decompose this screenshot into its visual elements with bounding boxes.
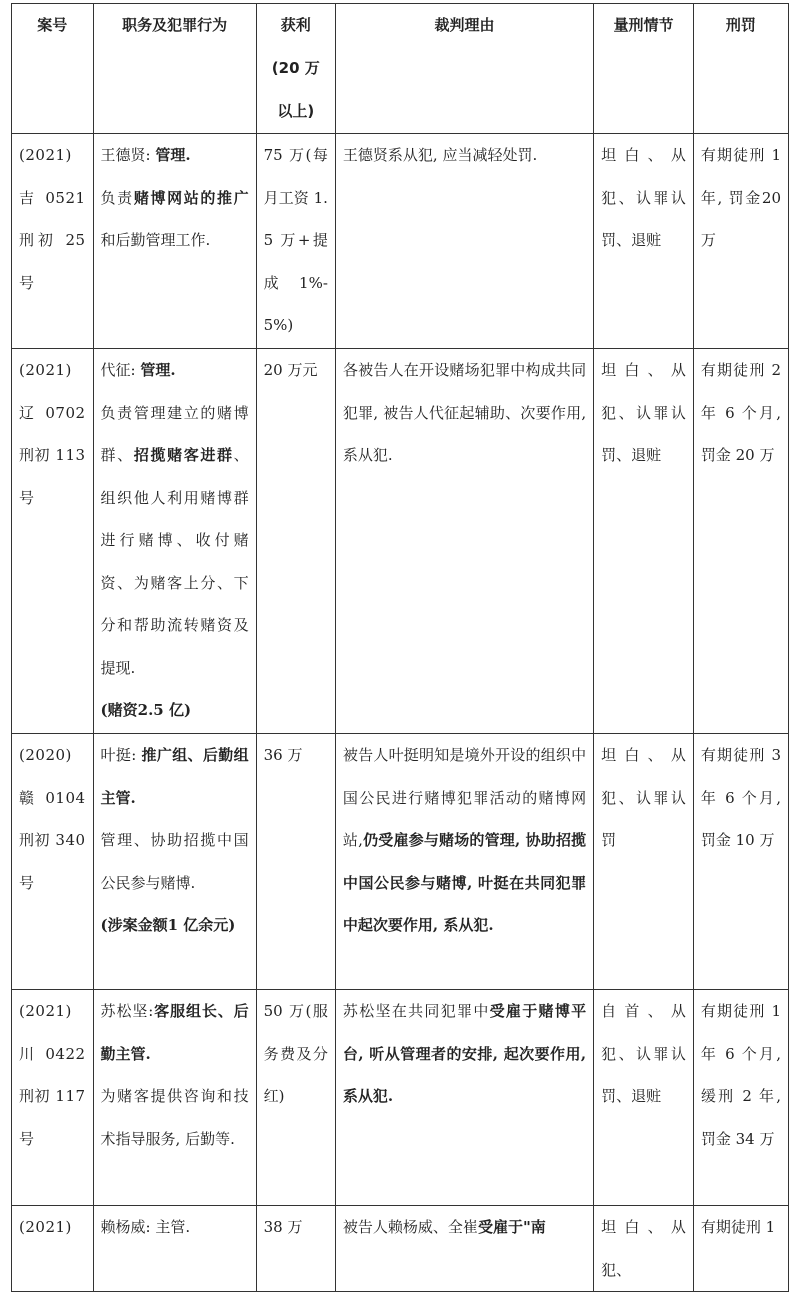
circumstances-cell: 坦白、从犯、 (594, 1206, 694, 1292)
header-reason: 裁判理由 (335, 4, 593, 134)
role-desc-prefix: 为赌客提供咨询和技术指导服务, 后勤等. (100, 1087, 249, 1148)
circumstances-cell: 坦白、从犯、认罪认罚、退赃 (594, 134, 694, 349)
reason-cell (335, 734, 593, 990)
header-profit-line3: 以上) (277, 102, 315, 120)
header-role: 职务及犯罪行为 (93, 4, 256, 134)
defendant-name: 叶挺: (100, 746, 137, 764)
header-penalty: 刑罚 (693, 4, 788, 134)
role-note: (涉案金额1 亿余元) (100, 916, 236, 934)
profit-cell: 36 万 (256, 734, 335, 990)
case-number: (2021)辽 0702 刑初 113 号 (12, 349, 94, 734)
profit-cell: 38 万 (256, 1206, 335, 1292)
role-desc-bold: 招揽赌客进群 (133, 446, 234, 464)
case-table (11, 3, 789, 1292)
case-number: (2021) (12, 1206, 94, 1292)
penalty-cell: 有期徒刑 2 年 6 个月, 罚金 20 万 (693, 349, 788, 734)
case-number: (2021)吉 0521 刑初 25 号 (12, 134, 94, 349)
table-row (12, 349, 789, 734)
defendant-title: 管理. (155, 146, 191, 164)
table-row (12, 1206, 789, 1292)
reason-bold: 受雇于"南 (477, 1218, 546, 1236)
defendant-name: 苏松坚: (100, 1002, 154, 1020)
circumstances-cell: 自首、从犯、认罪认罚、退赃 (594, 990, 694, 1206)
defendant-title: 客服组长、后勤主管. (100, 1002, 249, 1063)
reason-cell (335, 990, 593, 1206)
header-profit-line1: 获利 (280, 16, 311, 34)
penalty-cell: 有期徒刑 1 (693, 1206, 788, 1292)
role-desc-prefix: 管理、协助招揽中国公民参与赌博. (100, 831, 249, 892)
defendant-title: 主管. (155, 1218, 191, 1236)
case-number: (2021)川 0422 刑初 117 号 (12, 990, 94, 1206)
penalty-cell: 有期徒刑 1 年 6 个月, 缓刑 2 年, 罚金 34 万 (693, 990, 788, 1206)
role-note: (赌资2.5 亿) (100, 701, 192, 719)
penalty-cell: 有期徒刑 3 年 6 个月, 罚金 10 万 (693, 734, 788, 990)
reason-bold: 受雇于赌博平台, 听从管理者的安排, 起次要作用, 系从犯. (342, 1002, 587, 1105)
role-desc-suffix: 和后勤管理工作. (100, 231, 211, 249)
reason-bold: 仍受雇参与赌场的管理, 协助招揽中国公民参与赌博, 叶挺在共同犯罪中起次要作用, 系从犯. (342, 831, 587, 934)
penalty-cell: 有期徒刑 1 年, 罚金20 万 (693, 134, 788, 349)
reason-prefix: 被告人叶挺明知是境外开设的组织中国公民进行赌博犯罪活动的赌博网站, (342, 746, 587, 849)
table-row (12, 990, 789, 1206)
role-desc-suffix: 、组织他人利用赌博群进行赌博、收付赌资、为赌客上分、下分和帮助流转赌资及提现. (100, 446, 249, 677)
profit-cell: 75 万(每月工资 1.5 万+提成 1%-5%) (256, 134, 335, 349)
role-desc-prefix: 负责 (100, 188, 134, 207)
case-number: (2020)赣 0104 刑初 340 号 (12, 734, 94, 990)
role-cell (93, 990, 256, 1206)
table-row (12, 134, 789, 349)
circumstances-cell: 坦白、从犯、认罪认罚、退赃 (594, 349, 694, 734)
profit-cell: 50 万(服务费及分红) (256, 990, 335, 1206)
defendant-title: 管理. (140, 361, 176, 379)
role-cell (93, 1206, 256, 1292)
header-profit (256, 4, 335, 134)
reason-cell: 王德贤系从犯, 应当减轻处罚. (335, 134, 593, 349)
header-circumstances: 量刑情节 (594, 4, 694, 134)
defendant-name: 代征: (100, 361, 136, 379)
role-cell (93, 734, 256, 990)
reason-prefix: 苏松坚在共同犯罪中 (342, 1002, 490, 1020)
role-desc-prefix: 负责管理建立的赌博群、 (100, 403, 249, 464)
header-profit-line2: (20 万 (271, 59, 320, 77)
role-cell (93, 349, 256, 734)
header-case-no: 案号 (12, 4, 94, 134)
table-row (12, 734, 789, 990)
role-cell (93, 134, 256, 349)
reason-cell (335, 1206, 593, 1292)
defendant-name: 王德贤: (100, 146, 151, 164)
reason-prefix: 被告人赖杨威、全崔 (342, 1218, 478, 1236)
circumstances-cell: 坦白、从犯、认罪认罚 (594, 734, 694, 990)
header-row (12, 4, 789, 134)
defendant-name: 赖杨威: (100, 1218, 151, 1236)
profit-cell: 20 万元 (256, 349, 335, 734)
role-desc-bold: 赌博网站的推广 (133, 188, 249, 207)
reason-cell: 各被告人在开设赌场犯罪中构成共同犯罪, 被告人代征起辅助、次要作用, 系从犯. (335, 349, 593, 734)
defendant-title: 推广组、后勤组主管. (100, 746, 249, 807)
